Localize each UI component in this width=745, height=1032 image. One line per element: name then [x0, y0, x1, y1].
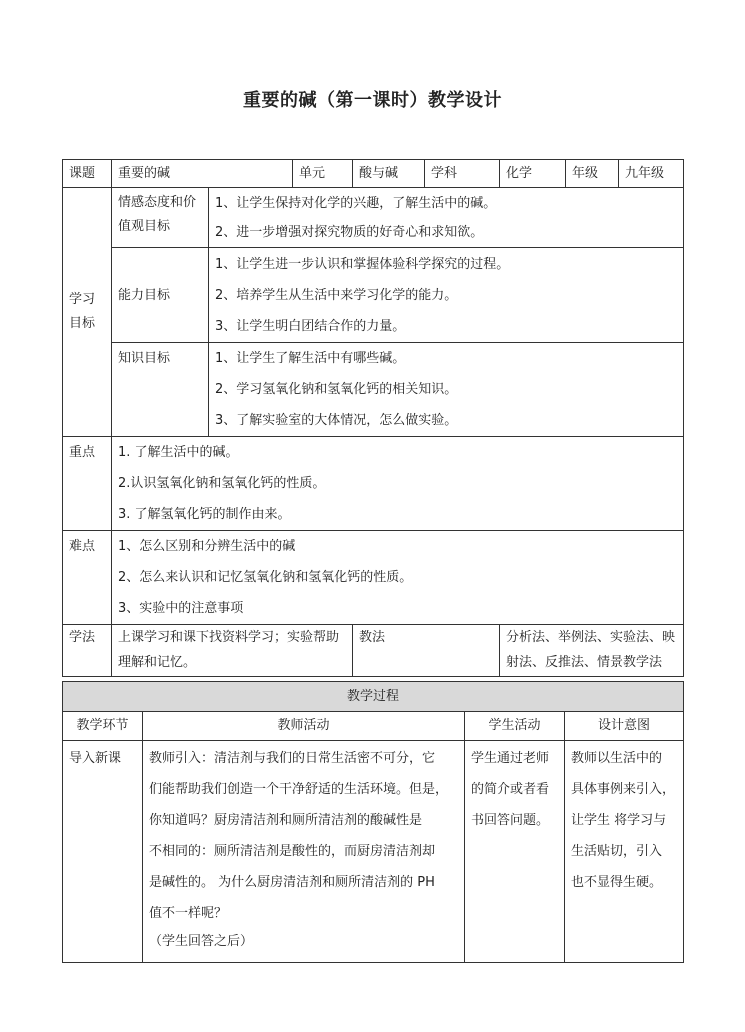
text-line: 值不一样呢？ [149, 906, 228, 921]
goals-label [63, 188, 112, 437]
column-header: 教师活动 [143, 712, 465, 741]
subject-label: 学科 [425, 160, 500, 188]
teach-method-label: 教法 [353, 625, 500, 677]
list-item: 3、让学生明白团结合作的力量。 [215, 319, 406, 334]
text-line: 生活贴切，引入 [571, 844, 663, 859]
lesson-info-table [62, 159, 684, 677]
column-header: 设计意图 [565, 712, 684, 741]
topic-label: 课题 [63, 160, 112, 188]
list-item: 1. 了解生活中的碱。 [118, 445, 239, 460]
text-line: 教师以生活中的 [571, 751, 663, 766]
grade-value: 九年级 [619, 160, 684, 188]
process-heading: 教学过程 [63, 682, 684, 712]
list-item: 2.认识氢氧化钠和氢氧化钙的性质。 [118, 476, 326, 491]
text-line: 的简介或者看 [471, 782, 550, 797]
table-row [63, 741, 684, 963]
text-line: 不相同的：厕所清洁剂是酸性的，而厨房清洁剂却 [149, 844, 436, 859]
text-line: 们能帮助我们创造一个干净舒适的生活环境。但是， [149, 782, 449, 797]
key-points-items [112, 437, 684, 531]
list-item: 3、了解实验室的大体情况，怎么做实验。 [215, 413, 458, 428]
study-method-value: 上课学习和课下找资料学习；实验帮助理解和记忆。 [112, 625, 353, 677]
text-line: 让学生 将学习与 [571, 813, 667, 828]
teach-method-value: 分析法、举例法、实验法、映射法、反推法、情景教学法 [500, 625, 684, 677]
list-item: 2、进一步增强对探究物质的好奇心和求知欲。 [215, 225, 484, 240]
text-line: 学生通过老师 [471, 751, 550, 766]
knowledge-goal-items [209, 343, 684, 437]
emotion-goal-label [112, 188, 209, 248]
study-method-label: 学法 [63, 625, 112, 677]
list-item: 2、学习氢氧化钠和氢氧化钙的相关知识。 [215, 382, 458, 397]
topic-value: 重要的碱 [112, 160, 293, 188]
column-header: 教学环节 [63, 712, 143, 741]
design-intent-cell [565, 741, 684, 963]
list-item: 2、怎么来认识和记忆氢氧化钠和氢氧化钙的性质。 [118, 570, 413, 585]
column-header: 学生活动 [465, 712, 565, 741]
text-line: 具体事例来引入， [571, 782, 676, 797]
text-line: 你知道吗？厨房清洁剂和厕所清洁剂的酸碱性是 [149, 813, 423, 828]
grade-label: 年级 [566, 160, 619, 188]
unit-value: 酸与碱 [353, 160, 425, 188]
list-item: 3. 了解氢氧化钙的制作由来。 [118, 507, 291, 522]
difficulties-label: 难点 [63, 531, 112, 625]
list-item: 1、让学生保持对化学的兴趣，了解生活中的碱。 [215, 196, 497, 211]
subject-value: 化学 [500, 160, 566, 188]
text-line: 也不显得生硬。 [571, 875, 663, 890]
text-line: 是碱性的。 为什么厨房清洁剂和厕所清洁剂的 PH [149, 875, 435, 890]
emotion-goal-label-text: 情感态度和价值观目标 [118, 195, 197, 234]
teaching-process-table [62, 681, 684, 963]
list-item: 1、让学生了解生活中有哪些碱。 [215, 351, 406, 366]
list-item: 1、让学生进一步认识和掌握体验科学探究的过程。 [215, 257, 510, 272]
list-item: 1、怎么区别和分辨生活中的碱 [118, 539, 296, 554]
emotion-goal-items [209, 188, 684, 248]
knowledge-goal-label: 知识目标 [112, 343, 209, 437]
text-line: 教师引入：清洁剂与我们的日常生活密不可分，它 [149, 751, 436, 766]
ability-goal-label: 能力目标 [112, 248, 209, 343]
text-line: 书回答问题。 [471, 813, 550, 828]
list-item: 3、实验中的注意事项 [118, 601, 244, 616]
stage-cell: 导入新课 [63, 741, 143, 963]
goals-label-text: 学习目标 [69, 292, 96, 331]
ability-goal-items [209, 248, 684, 343]
student-activity-cell [465, 741, 565, 963]
unit-label: 单元 [293, 160, 353, 188]
text-line: （学生回答之后） [149, 934, 254, 949]
teacher-activity-cell [143, 741, 465, 963]
difficulties-items [112, 531, 684, 625]
page-title: 重要的碱（第一课时）教学设计 [243, 90, 502, 111]
list-item: 2、培养学生从生活中来学习化学的能力。 [215, 288, 458, 303]
key-points-label: 重点 [63, 437, 112, 531]
